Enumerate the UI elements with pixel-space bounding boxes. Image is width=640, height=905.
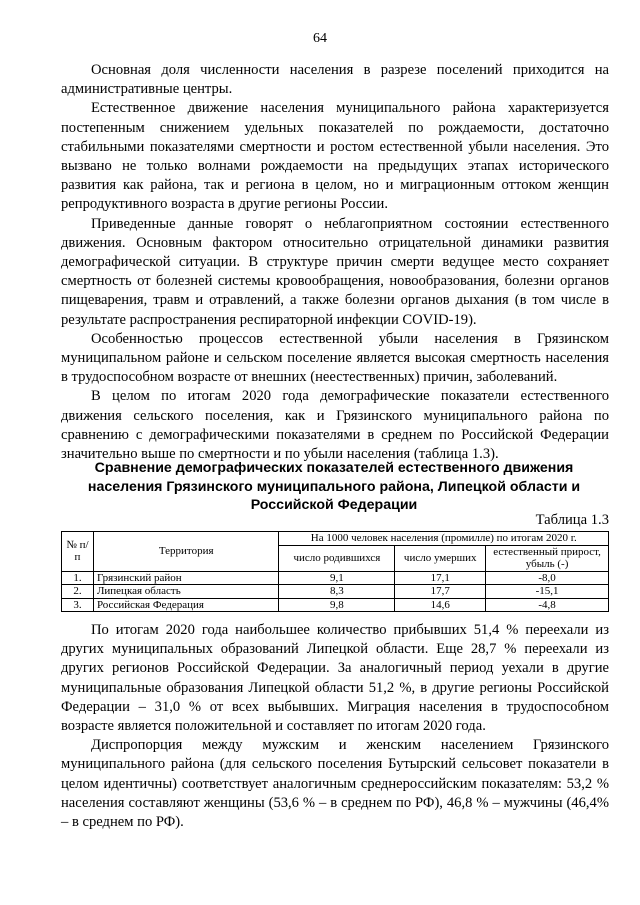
row-births: 9,1: [279, 571, 395, 585]
table-row: [62, 585, 609, 599]
header-deaths: число умерших: [395, 545, 486, 571]
row-territory: Российская Федерация: [93, 598, 279, 612]
body-text-bottom: [61, 621, 609, 832]
row-births: 8,3: [279, 585, 395, 599]
table-row: [62, 571, 609, 585]
row-natural: -15,1: [486, 585, 609, 599]
paragraph: Особенностью процессов естественной убыли населения в Грязинском муниципальном районе и сельском поселение является высокая смертность населения в трудоспособном возрасте от внешних (неестественных) причин, заболеваний.: [61, 330, 609, 386]
row-num: 2.: [62, 585, 94, 599]
row-deaths: 17,1: [395, 571, 486, 585]
paragraph: Приведенные данные говорят о неблагоприятном состоянии естественного движения. Основным фактором относительно отрицательной динамики развития демографической ситуации. В структуре причин смерти ведущее место сохраняет смертность от болезней системы кровообращения, новообразования, болезни органов пищеварения, травм и отравлений, а также болезни органов дыхания (в том числе в результате распространения респираторной инфекции COVID-19).: [61, 215, 609, 328]
row-num: 3.: [62, 598, 94, 612]
body-text-top: [61, 61, 609, 464]
demographics-table: [61, 531, 609, 612]
paragraph: По итогам 2020 года наибольшее количество прибывших 51,4 % переехали из других муниципальных образований Липецкой области. Еще 28,7 % переехали из других регионов Российской Федерации. За аналогичный период уехали в другие муниципальные образования Липецкой области 51,2 %, в другие регионы Российской Федерации – 31,0 % от всех выбывших. Миграция населения в трудоспособном возрасте является положительной и составляет по итогам 2020 года.: [61, 622, 609, 735]
paragraph: В целом по итогам 2020 года демографические показатели естественного движения сельского поселения, как и Грязинского муниципального района по сравнению с демографическими показателями в среднем по Российской Федерации значительно выше по смертности и по убыли населения (таблица 1.3).: [61, 388, 609, 463]
row-num: 1.: [62, 571, 94, 585]
paragraph: Диспропорция между мужским и женским населением Грязинского муниципального района (для сельского поселения Бутырский сельсовет показатели в целом идентичны) соответствует аналогичным среднероссийским показателям: 53,2 % населения составляют женщины (53,6 % – в среднем по РФ), 46,8 % – мужчины (46,4% – в среднем по РФ).: [61, 737, 609, 831]
row-territory: Грязинский район: [93, 571, 279, 585]
table-row: [62, 598, 609, 612]
row-natural: -8,0: [486, 571, 609, 585]
table-label: Таблица 1.3: [535, 512, 609, 528]
row-births: 9,8: [279, 598, 395, 612]
row-deaths: 17,7: [395, 585, 486, 599]
paragraph: Основная доля численности населения в разрезе поселений приходится на административные центры.: [61, 62, 609, 98]
row-deaths: 14,6: [395, 598, 486, 612]
page-number: 64: [313, 31, 327, 46]
header-group: На 1000 человек населения (промилле) по итогам 2020 г.: [279, 532, 609, 546]
table-title: Сравнение демографических показателей естественного движения населения Грязинского муниципального района, Липецкой области и Российской Федерации: [87, 460, 581, 513]
header-territory: Территория: [93, 532, 279, 572]
header-natural: естественный прирост, убыль (-): [486, 545, 609, 571]
header-births: число родившихся: [279, 545, 395, 571]
row-natural: -4,8: [486, 598, 609, 612]
row-territory: Липецкая область: [93, 585, 279, 599]
paragraph: Естественное движение населения муниципального района характеризуется постепенным снижением удельных показателей по рождаемости, достаточно стабильными показателями смертности и ростом естественной убыли населения. Это вызвано не только волнами рождаемости на предыдущих этапах исторического развития как района, так и региона в целом, но и миграционным оттоком женщин репродуктивного возраста в другие регионы России.: [61, 100, 609, 213]
header-num: № п/п: [62, 532, 94, 572]
